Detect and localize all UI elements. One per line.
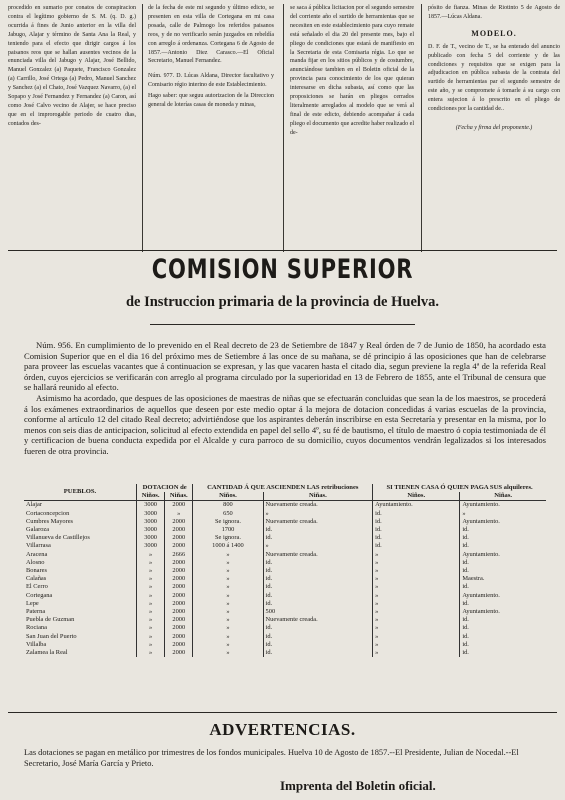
cell-text: id. — [263, 534, 373, 542]
sub-header: Niños. — [373, 492, 460, 501]
cell-text: » — [373, 624, 460, 632]
top-column-4 — [428, 4, 560, 204]
cell-text: id. — [460, 633, 546, 641]
cell-pueblo: Rociana — [26, 624, 47, 632]
cell-text: Ayuntamiento. — [460, 551, 546, 559]
col-header-pueblos: PUEBLOS. — [24, 484, 137, 501]
cell-text: id. — [263, 600, 373, 608]
sub-header: Niñas. — [460, 492, 546, 501]
table-row — [24, 559, 546, 567]
cell-value: » — [137, 600, 165, 608]
cell-value: » — [137, 624, 165, 632]
column-rule — [283, 4, 284, 252]
cell-pueblo: Villanueva de Castillejos — [26, 534, 90, 542]
table-row — [24, 583, 546, 591]
table-row — [24, 567, 546, 575]
paragraph-2: Asimismo ha acordado, que despues de las oposiciones de maestras de niñas que se efectuarán concluidas que sean la de los maestros, se procederá á los exámenes extraordinarios de aquellos que deseen por este medio optar á la mejora de dotacion concedidas á varias escuelas de la provincia, conforme al artículo 12 del citado Real decreto; advirtiéndose que los aspirantes deberán inscribirse en esta Secretaría y presentar en la misma, por lo menos con seis dias de anticipacion, solicitud al efecto extendida en papel del sello 4º, su fé de bautismo, el título de maestro ó copia testimoniada de él y certificacion de buena conducta expedida por el Alcalde y cura parroco de su domicilio, cuyos documentos vendrán legalizados si los interesados fueren de otra provincia. — [24, 392, 546, 456]
cell-text: id. — [460, 616, 546, 624]
cell-value: » — [137, 575, 165, 583]
cell-value: » — [137, 616, 165, 624]
cell-text: 500 — [263, 608, 373, 616]
cell-text: Ayuntamiento. — [460, 592, 546, 600]
cell-value: 2000 — [165, 518, 193, 526]
table-row — [24, 551, 546, 559]
cell-value: 2000 — [165, 542, 193, 550]
cell-text: id. — [263, 592, 373, 600]
table-row — [24, 633, 546, 641]
cell-value: 2000 — [165, 600, 193, 608]
cell-pueblo: Alosno — [26, 558, 45, 566]
cell-text: » — [373, 649, 460, 657]
cell-value: » — [137, 567, 165, 575]
advertencias-title: ADVERTENCIAS. — [209, 720, 356, 739]
cell-pueblo: Lepe — [26, 599, 39, 607]
cell-text: » — [263, 542, 373, 550]
table-body — [24, 501, 546, 657]
table-row — [24, 542, 546, 550]
modelo-title: MODELO. — [471, 28, 517, 38]
cell-value: 2000 — [165, 534, 193, 542]
cell-pueblo: El Cerro — [26, 583, 48, 591]
table-row — [24, 624, 546, 632]
cell-value: 1700 — [193, 526, 263, 534]
cell-value: 2000 — [165, 616, 193, 624]
cell-value: 3000 — [137, 526, 165, 534]
cell-text: id. — [460, 559, 546, 567]
cell-value: » — [137, 592, 165, 600]
cell-value: » — [137, 641, 165, 649]
cell-text: id. — [460, 641, 546, 649]
cell-text: » — [373, 641, 460, 649]
cell-pueblo: Cortegana — [26, 591, 53, 599]
cell-text: Maestra. — [460, 575, 546, 583]
cell-text: » — [373, 633, 460, 641]
col4-text: pósito de fianza. Minas de Riotinto 5 de Agosto de 1857.—Lúcas Aldana. — [428, 5, 560, 20]
cell-value: 3000 — [137, 501, 165, 510]
cell-value: 3000 — [137, 510, 165, 518]
cell-text: id. — [373, 510, 460, 518]
cell-text: Nuevamente creada. — [263, 501, 373, 510]
cell-value: » — [193, 616, 263, 624]
table-row — [24, 616, 546, 624]
sub-header: Niños. — [193, 492, 263, 501]
top-column-3 — [290, 4, 414, 229]
cell-text: id. — [460, 567, 546, 575]
cell-value: » — [137, 559, 165, 567]
cell-value: » — [193, 551, 263, 559]
sub-header: Niños. — [137, 492, 165, 501]
col2-text-1: de la fecha de este mi segundo y último edicto, se presenten en esta villa de Cortegana en mi casa posada, calle de Palmogo los referidos paisanos reos, y de no verificarlo serán juzgados en rebeldía con arreglo á ordenanza. Cortegana 6 de Agosto de 1857.—Antonio Diez Carasco.—El Oficial Secretario, Manuel Fernandez. — [148, 5, 274, 65]
cell-text: Nuevamente creada. — [263, 518, 373, 526]
announcement-body — [24, 340, 546, 457]
cell-pueblo: Aracena — [26, 550, 48, 558]
section-subtitle: de Instruccion primaria de la provincia de Huelva. — [125, 294, 440, 310]
section-divider — [8, 712, 557, 713]
cell-text: id. — [263, 649, 373, 657]
cell-text: id. — [460, 542, 546, 550]
cell-text: Ayuntamiento. — [460, 608, 546, 616]
cell-text: » — [373, 575, 460, 583]
cell-value: 2000 — [165, 567, 193, 575]
table-row — [24, 600, 546, 608]
vacancies-table — [24, 484, 546, 657]
cell-pueblo: Villalba — [26, 640, 47, 648]
col3-text: se saca á pública licitacion por el segundo semestre del corriente año el surtido de herramientas que se necesiten en este establecimiento para cuyo remate está señalado el dia 20 del presente mes, bajo el pliego de condiciones que estará de manifiesto en la Secretaria de esta Comisaria régia. Lo que se manda fijar en los sitios públicos y de costumbre, anunciándose tambien en el Boletin oficial de la provincia para conocimiento de los que quieran interesarse en dicha subasta, así como que las proposiciones se harán en pliegos cerrados literalmente arreglados al modelo que se verá al final de este edicto, debiendo acompañar á cada pliego el documento que acredite haber realizado el de- — [290, 5, 414, 136]
cell-value: » — [193, 559, 263, 567]
cell-value: » — [193, 583, 263, 591]
sub-header: Niñas. — [165, 492, 193, 501]
cell-pueblo: Paterna — [26, 608, 46, 616]
cell-value: » — [165, 510, 193, 518]
cell-value: » — [193, 633, 263, 641]
cell-value: » — [193, 649, 263, 657]
cell-value: 2000 — [165, 633, 193, 641]
cell-pueblo: Puebla de Guzman — [26, 616, 75, 624]
cell-text: id. — [263, 526, 373, 534]
cell-text: » — [373, 600, 460, 608]
cell-value: 3000 — [137, 518, 165, 526]
cell-text: id. — [373, 518, 460, 526]
top-column-2 — [148, 4, 274, 202]
cell-text: Ayuntamiento. — [460, 501, 546, 510]
cell-value: » — [137, 583, 165, 591]
cell-value: 2000 — [165, 608, 193, 616]
cell-text: Ayuntamiento. — [460, 518, 546, 526]
col2-text-3: Hago saber: que seguu autorizacion de la Direccion general de loterías casas de moneda y minas, — [148, 93, 274, 109]
firma-line: (Fecha y firma del proponente.) — [455, 124, 533, 131]
table-row — [24, 649, 546, 657]
col-header-dotacion: DOTACION de — [137, 484, 193, 492]
col2-text-2: Núm. 977. D. Lúcas Aldana, Director facultativo y Comisario régio interino de este Establecimiento. — [148, 73, 274, 89]
cell-value: Se ignora. — [193, 534, 263, 542]
advertencias-text: Las dotaciones se pagan en metálico por trimestres de los fondos municipales. Huelva 10 de Agosto de 1857.--El Presidente, Julian de Nocedal.--El Secretario, José María García y Prieto. — [24, 748, 519, 768]
cell-text: id. — [263, 559, 373, 567]
table-row — [24, 501, 546, 510]
cell-text: Ayuntamiento. — [373, 501, 460, 510]
cell-text: » — [373, 559, 460, 567]
cell-pueblo: Calañas — [26, 575, 47, 583]
col-header-casa: SI TIENEN CASA Ó QUIEN PAGA SUS alquileres. — [373, 484, 546, 492]
cell-text: id. — [460, 649, 546, 657]
cell-text: id. — [263, 633, 373, 641]
cell-text: id. — [373, 542, 460, 550]
table-row — [24, 575, 546, 583]
cell-value: Se ignora. — [193, 518, 263, 526]
table-row — [24, 641, 546, 649]
cell-text: Nuevamente creada. — [263, 616, 373, 624]
col-header-retribuciones: CANTIDAD Á QUE ASCIENDEN LAS retribuciones — [193, 484, 373, 492]
cell-value: » — [193, 567, 263, 575]
cell-pueblo: Villarrasa — [26, 542, 51, 550]
column-rule — [142, 4, 143, 252]
cell-value: 650 — [193, 510, 263, 518]
cell-pueblo: Zalamea la Real — [26, 649, 68, 657]
cell-text: id. — [263, 575, 373, 583]
cell-value: 2000 — [165, 592, 193, 600]
section-banner: COMISION SUPERIOR — [151, 254, 414, 285]
modelo-text: D. F. de T., vecino de T., se ha enterado del anuncio publicado con fecha 5 del corriente y de las condiciones y requisitos que se exigen para la adjudicacion en pública subasta de la contrata del surtido de herramientas par el segundo semestre de este año, y se compromete á tomarle á su cargo con entera sujecion á lo prescrito en el pliego de condiciones por la cantidad de.. — [428, 43, 560, 113]
cell-text: id. — [373, 526, 460, 534]
section-divider — [8, 250, 557, 251]
cell-text: id. — [263, 624, 373, 632]
cell-pueblo: Galaroza — [26, 526, 50, 534]
column-rule — [421, 4, 422, 252]
cell-text: id. — [373, 534, 460, 542]
cell-text: id. — [460, 583, 546, 591]
top-column-1 — [8, 4, 136, 252]
cell-value: » — [193, 641, 263, 649]
table-row — [24, 510, 546, 518]
cell-value: » — [137, 551, 165, 559]
cell-text: » — [263, 510, 373, 518]
cell-value: 2000 — [165, 526, 193, 534]
table-row — [24, 518, 546, 526]
cell-pueblo: Cumbres Mayores — [26, 517, 74, 525]
cell-pueblo: Bonares — [26, 567, 47, 575]
cell-text: » — [460, 510, 546, 518]
cell-value: » — [193, 624, 263, 632]
cell-text: » — [373, 583, 460, 591]
cell-value: » — [193, 608, 263, 616]
sub-header: Niñas. — [263, 492, 373, 501]
cell-value: 800 — [193, 501, 263, 510]
col1-text: procedido en sumario por conatos de conspiracion contra el legítimo gobierno de S. M. (q. D. g.) ocurrida á fines de Junio anterior en la villa del Jabugo, Alajar y término de Santa Ana la Real, y teniendo para el efecto que dirigir cargos á los paisanos reos que se hallan ausentes vecinos de la enunciada villa del Jabugo y Alajar, José Bellido, Manuel Gonzalez (a) Paquete, Francisco Gonzalez (a) Carrillo, José Ortega (a) Pedro, Manuel Sanchez y Sanchez (a) el Chato, José Vazquez Navarro, (a) el Sopapo y José Fernandez y Fernandez (a) Caron, así como José Calvo vecino de Alajer, se hace preciso que en el improrogable periodo de cuatro dias, contados des- — [8, 5, 136, 127]
cell-value: 2666 — [165, 551, 193, 559]
cell-value: » — [193, 592, 263, 600]
cell-text: » — [373, 567, 460, 575]
cell-text: » — [373, 551, 460, 559]
subtitle-rule — [150, 324, 415, 325]
cell-value: » — [193, 575, 263, 583]
cell-text: id. — [460, 534, 546, 542]
cell-text: » — [373, 592, 460, 600]
cell-text: » — [373, 616, 460, 624]
cell-text: id. — [460, 526, 546, 534]
cell-value: 2000 — [165, 649, 193, 657]
cell-value: 2000 — [165, 501, 193, 510]
table-row — [24, 608, 546, 616]
cell-text: id. — [263, 567, 373, 575]
cell-value: » — [137, 608, 165, 616]
cell-pueblo: San Juan del Puerto — [26, 632, 77, 640]
paragraph-1: Núm. 956. En cumplimiento de lo prevenido en el Real decreto de 23 de Setiembre de 1847 y Real órden de 7 de Junio de 1850, ha acordado esta Comision Superior que en el dia 16 del próximo mes de Setiembre á las once de su mañana, se dé principio á las oposiciones que han de celebrarse para proveer las escuelas vacantes que á continuacion se expresan, y las que vacaren hasta el citado dia, segun previene la regla 4ª de la referida Real órden, cuyos ejercicios se verificarán con arreglo al programa circulado por la superioridad en 13 de Febrero de 1855, ante el Tribunal de censura que se hallará reunido al efecto. — [24, 340, 546, 393]
cell-text: Nuevamente creada. — [263, 551, 373, 559]
cell-value: 2000 — [165, 575, 193, 583]
cell-text: id. — [263, 641, 373, 649]
table-row — [24, 526, 546, 534]
cell-text: » — [373, 608, 460, 616]
cell-value: 2000 — [165, 583, 193, 591]
cell-value: » — [137, 649, 165, 657]
cell-value: 3000 — [137, 534, 165, 542]
cell-value: 1000 á 1400 — [193, 542, 263, 550]
cell-pueblo: Alajar — [26, 501, 42, 509]
table-row — [24, 534, 546, 542]
cell-value: 2000 — [165, 559, 193, 567]
cell-pueblo: Cortaconcepcion — [26, 509, 70, 517]
cell-value: 2000 — [165, 641, 193, 649]
cell-text: id. — [460, 600, 546, 608]
cell-value: 3000 — [137, 542, 165, 550]
cell-value: 2000 — [165, 624, 193, 632]
table-row — [24, 592, 546, 600]
cell-text: id. — [263, 583, 373, 591]
cell-value: » — [193, 600, 263, 608]
imprenta-line: Imprenta del Boletin oficial. — [280, 778, 436, 793]
cell-text: id. — [460, 624, 546, 632]
cell-value: » — [137, 633, 165, 641]
